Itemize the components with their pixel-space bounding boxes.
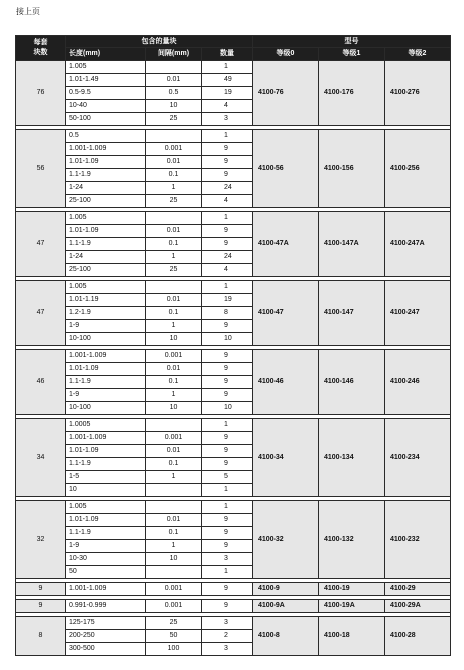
table-row — [16, 419, 451, 432]
qty-cell: 9 — [202, 320, 253, 333]
model-grade1-cell: 4100-147 — [319, 281, 385, 346]
qty-cell: 9 — [202, 143, 253, 156]
blocks-per-set-cell: 47 — [16, 281, 66, 346]
qty-cell: 4 — [202, 195, 253, 208]
qty-cell: 9 — [202, 238, 253, 251]
pitch-cell: 0.1 — [146, 307, 202, 320]
qty-cell: 19 — [202, 294, 253, 307]
qty-cell: 9 — [202, 445, 253, 458]
length-cell: 10 — [66, 484, 146, 497]
pitch-cell: 0.1 — [146, 238, 202, 251]
header-model: 型号 — [253, 36, 451, 48]
blocks-per-set-cell: 76 — [16, 61, 66, 126]
blocks-per-set-cell: 46 — [16, 350, 66, 415]
qty-cell: 9 — [202, 363, 253, 376]
qty-cell: 9 — [202, 156, 253, 169]
length-cell: 1-9 — [66, 389, 146, 402]
model-grade2-cell: 4100-247 — [385, 281, 451, 346]
length-cell: 1.01-1.09 — [66, 514, 146, 527]
header-pitch: 间隔(mm) — [146, 48, 202, 61]
qty-cell: 3 — [202, 643, 253, 656]
qty-cell: 9 — [202, 458, 253, 471]
pitch-cell: 0.01 — [146, 156, 202, 169]
pitch-cell: 100 — [146, 643, 202, 656]
pitch-cell: 0.01 — [146, 294, 202, 307]
table-row — [16, 600, 451, 613]
qty-cell: 4 — [202, 100, 253, 113]
blocks-per-set-cell: 34 — [16, 419, 66, 497]
qty-cell: 1 — [202, 419, 253, 432]
model-grade2-cell: 4100-29 — [385, 583, 451, 596]
length-cell: 1.0005 — [66, 419, 146, 432]
pitch-cell: 1 — [146, 182, 202, 195]
length-cell: 10-100 — [66, 333, 146, 346]
model-grade1-cell: 4100-147A — [319, 212, 385, 277]
qty-cell: 24 — [202, 251, 253, 264]
blocks-per-set-cell: 47 — [16, 212, 66, 277]
model-grade1-cell: 4100-19 — [319, 583, 385, 596]
model-grade2-cell: 4100-29A — [385, 600, 451, 613]
length-cell: 1.1-1.9 — [66, 527, 146, 540]
pitch-cell: 10 — [146, 402, 202, 415]
qty-cell: 9 — [202, 514, 253, 527]
pitch-cell: 0.001 — [146, 143, 202, 156]
table-row — [16, 617, 451, 630]
length-cell: 1.001-1.009 — [66, 143, 146, 156]
model-grade0-cell: 4100-47 — [253, 281, 319, 346]
model-grade2-cell: 4100-232 — [385, 501, 451, 579]
qty-cell: 9 — [202, 169, 253, 182]
pitch-cell: 0.5 — [146, 87, 202, 100]
model-grade0-cell: 4100-47A — [253, 212, 319, 277]
pitch-cell — [146, 484, 202, 497]
table-row — [16, 583, 451, 596]
length-cell: 1.1-1.9 — [66, 169, 146, 182]
model-grade2-cell: 4100-256 — [385, 130, 451, 208]
length-cell: 1.1-1.9 — [66, 238, 146, 251]
qty-cell: 9 — [202, 527, 253, 540]
pitch-cell: 0.01 — [146, 514, 202, 527]
blocks-per-set-cell: 56 — [16, 130, 66, 208]
length-cell: 1-9 — [66, 320, 146, 333]
model-grade1-cell: 4100-19A — [319, 600, 385, 613]
model-grade1-cell: 4100-132 — [319, 501, 385, 579]
length-cell: 1.01-1.09 — [66, 156, 146, 169]
length-cell: 1.001-1.009 — [66, 432, 146, 445]
length-cell: 1.01-1.19 — [66, 294, 146, 307]
model-grade0-cell: 4100-34 — [253, 419, 319, 497]
header-grade1: 等级1 — [319, 48, 385, 61]
pitch-cell: 0.1 — [146, 458, 202, 471]
qty-cell: 2 — [202, 630, 253, 643]
header-qty: 数量 — [202, 48, 253, 61]
length-cell: 0.991-0.999 — [66, 600, 146, 613]
qty-cell: 1 — [202, 281, 253, 294]
qty-cell: 19 — [202, 87, 253, 100]
blocks-per-set-cell: 32 — [16, 501, 66, 579]
header-grade0: 等级0 — [253, 48, 319, 61]
qty-cell: 4 — [202, 264, 253, 277]
length-cell: 1.005 — [66, 281, 146, 294]
length-cell: 1-24 — [66, 251, 146, 264]
pitch-cell: 25 — [146, 264, 202, 277]
pitch-cell: 1 — [146, 251, 202, 264]
pitch-cell — [146, 281, 202, 294]
pitch-cell: 0.001 — [146, 350, 202, 363]
qty-cell: 1 — [202, 484, 253, 497]
qty-cell: 9 — [202, 432, 253, 445]
qty-cell: 10 — [202, 402, 253, 415]
length-cell: 25-100 — [66, 264, 146, 277]
length-cell: 1.1-1.9 — [66, 376, 146, 389]
length-cell: 25-100 — [66, 195, 146, 208]
header-length: 长度(mm) — [66, 48, 146, 61]
length-cell: 300-500 — [66, 643, 146, 656]
length-cell: 1.01-1.49 — [66, 74, 146, 87]
length-cell: 1.2-1.9 — [66, 307, 146, 320]
pitch-cell — [146, 419, 202, 432]
pitch-cell — [146, 566, 202, 579]
table-row — [16, 61, 451, 74]
length-cell: 10-40 — [66, 100, 146, 113]
continued-caption: 接上页 — [16, 7, 40, 16]
pitch-cell: 0.1 — [146, 376, 202, 389]
qty-cell: 9 — [202, 583, 253, 596]
length-cell: 1.005 — [66, 501, 146, 514]
blocks-per-set-cell: 8 — [16, 617, 66, 656]
length-cell: 0.5-9.5 — [66, 87, 146, 100]
model-grade0-cell: 4100-76 — [253, 61, 319, 126]
length-cell: 1-24 — [66, 182, 146, 195]
length-cell: 10-100 — [66, 402, 146, 415]
length-cell: 1-5 — [66, 471, 146, 484]
length-cell: 1.005 — [66, 61, 146, 74]
qty-cell: 9 — [202, 540, 253, 553]
pitch-cell: 0.01 — [146, 363, 202, 376]
pitch-cell: 25 — [146, 113, 202, 126]
length-cell: 200-250 — [66, 630, 146, 643]
pitch-cell: 0.1 — [146, 169, 202, 182]
blocks-per-set-cell: 9 — [16, 600, 66, 613]
model-grade0-cell: 4100-8 — [253, 617, 319, 656]
pitch-cell — [146, 212, 202, 225]
pitch-cell: 1 — [146, 389, 202, 402]
model-grade1-cell: 4100-146 — [319, 350, 385, 415]
pitch-cell: 10 — [146, 333, 202, 346]
qty-cell: 24 — [202, 182, 253, 195]
pitch-cell: 0.001 — [146, 583, 202, 596]
pitch-cell: 10 — [146, 100, 202, 113]
pitch-cell: 0.001 — [146, 432, 202, 445]
table-row — [16, 212, 451, 225]
qty-cell: 9 — [202, 225, 253, 238]
length-cell: 1.005 — [66, 212, 146, 225]
qty-cell: 3 — [202, 553, 253, 566]
table-row — [16, 501, 451, 514]
model-grade1-cell: 4100-156 — [319, 130, 385, 208]
length-cell: 50 — [66, 566, 146, 579]
blocks-per-set-cell: 9 — [16, 583, 66, 596]
model-grade0-cell: 4100-32 — [253, 501, 319, 579]
pitch-cell: 50 — [146, 630, 202, 643]
model-grade2-cell: 4100-246 — [385, 350, 451, 415]
table-row — [16, 350, 451, 363]
length-cell: 1.01-1.09 — [66, 363, 146, 376]
qty-cell: 1 — [202, 130, 253, 143]
header-included-blocks: 包含的量块 — [66, 36, 253, 48]
qty-cell: 49 — [202, 74, 253, 87]
pitch-cell: 0.001 — [146, 600, 202, 613]
table-row — [16, 130, 451, 143]
qty-cell: 9 — [202, 376, 253, 389]
pitch-cell: 25 — [146, 195, 202, 208]
qty-cell: 3 — [202, 113, 253, 126]
pitch-cell — [146, 501, 202, 514]
length-cell: 1-9 — [66, 540, 146, 553]
length-cell: 1.001-1.009 — [66, 350, 146, 363]
model-grade1-cell: 4100-134 — [319, 419, 385, 497]
pitch-cell: 0.1 — [146, 527, 202, 540]
length-cell: 50-100 — [66, 113, 146, 126]
qty-cell: 1 — [202, 566, 253, 579]
model-grade0-cell: 4100-46 — [253, 350, 319, 415]
model-grade0-cell: 4100-9A — [253, 600, 319, 613]
pitch-cell: 10 — [146, 553, 202, 566]
qty-cell: 9 — [202, 350, 253, 363]
header-grade2: 等级2 — [385, 48, 451, 61]
qty-cell: 5 — [202, 471, 253, 484]
model-grade2-cell: 4100-234 — [385, 419, 451, 497]
model-grade0-cell: 4100-9 — [253, 583, 319, 596]
pitch-cell — [146, 130, 202, 143]
length-cell: 0.5 — [66, 130, 146, 143]
qty-cell: 9 — [202, 600, 253, 613]
length-cell: 10-30 — [66, 553, 146, 566]
pitch-cell: 1 — [146, 540, 202, 553]
length-cell: 125-175 — [66, 617, 146, 630]
model-grade2-cell: 4100-247A — [385, 212, 451, 277]
qty-cell: 10 — [202, 333, 253, 346]
qty-cell: 1 — [202, 501, 253, 514]
model-grade1-cell: 4100-176 — [319, 61, 385, 126]
table-row — [16, 281, 451, 294]
qty-cell: 1 — [202, 212, 253, 225]
pitch-cell: 0.01 — [146, 74, 202, 87]
model-grade0-cell: 4100-56 — [253, 130, 319, 208]
model-grade1-cell: 4100-18 — [319, 617, 385, 656]
length-cell: 1.001-1.009 — [66, 583, 146, 596]
qty-cell: 3 — [202, 617, 253, 630]
pitch-cell: 1 — [146, 471, 202, 484]
qty-cell: 9 — [202, 389, 253, 402]
pitch-cell: 1 — [146, 320, 202, 333]
qty-cell: 1 — [202, 61, 253, 74]
pitch-cell: 0.01 — [146, 225, 202, 238]
length-cell: 1.01-1.09 — [66, 445, 146, 458]
pitch-cell: 0.01 — [146, 445, 202, 458]
gauge-block-table — [15, 35, 451, 656]
header-blocks-per-set: 每套 块数 — [16, 36, 66, 61]
model-grade2-cell: 4100-276 — [385, 61, 451, 126]
table-body — [16, 61, 451, 656]
qty-cell: 8 — [202, 307, 253, 320]
pitch-cell: 25 — [146, 617, 202, 630]
length-cell: 1.1-1.9 — [66, 458, 146, 471]
length-cell: 1.01-1.09 — [66, 225, 146, 238]
model-grade2-cell: 4100-28 — [385, 617, 451, 656]
pitch-cell — [146, 61, 202, 74]
